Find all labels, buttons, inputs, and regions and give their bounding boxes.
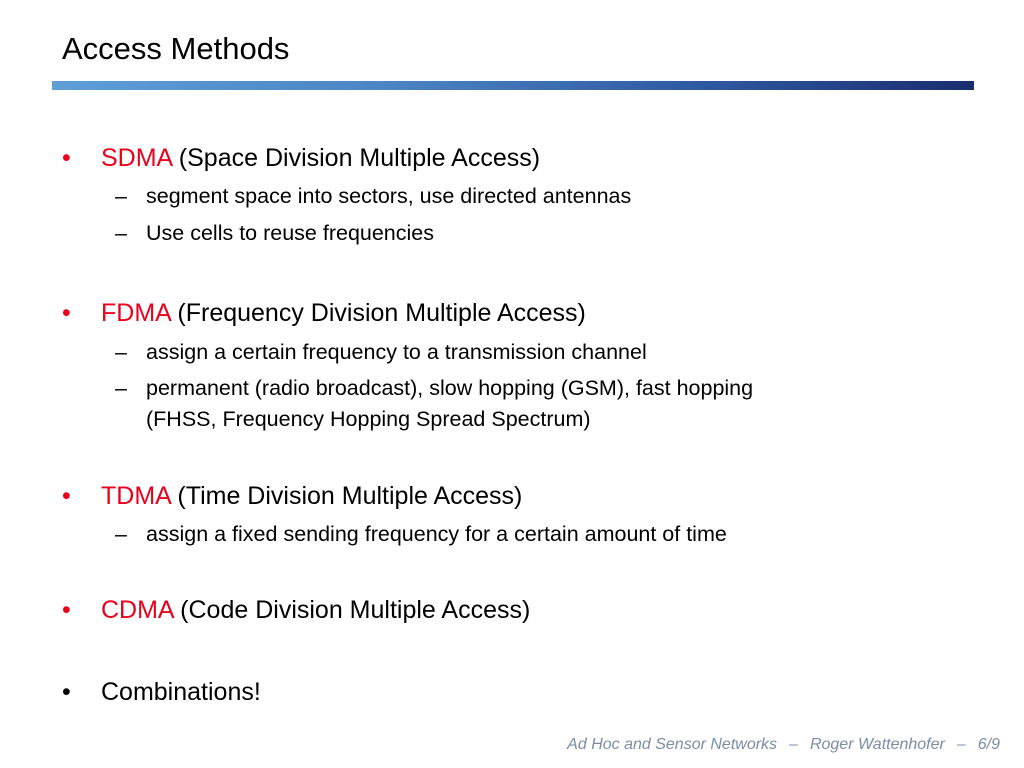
footer-separator: –: [956, 736, 966, 753]
bullet-keyword: FDMA: [101, 299, 171, 327]
page-number: 6/9: [977, 736, 1000, 753]
bullet-symbol: •: [62, 596, 71, 624]
bullet-symbol: •: [62, 299, 71, 327]
bullet-text: [101, 480, 522, 512]
bullet-text: Combinations!: [101, 678, 261, 706]
sub-text: segment space into sectors, use directed antennas: [146, 184, 632, 208]
dash-symbol: –: [115, 340, 127, 364]
sub-text: permanent (radio broadcast), slow hopping (GSM), fast hopping: [146, 376, 754, 400]
slide-footer: [567, 736, 1000, 754]
slide-title: Access Methods: [62, 31, 290, 66]
dash-symbol: –: [115, 522, 127, 546]
sub-text: assign a certain frequency to a transmission channel: [146, 340, 647, 364]
footer-course: Ad Hoc and Sensor Networks: [567, 736, 778, 753]
dash-symbol: –: [115, 221, 127, 245]
bullet-symbol: •: [62, 482, 71, 510]
sub-text: assign a fixed sending frequency for a certain amount of time: [146, 522, 727, 546]
title-divider: [52, 81, 974, 90]
bullet-text: [101, 297, 586, 329]
bullet-keyword: SDMA: [101, 144, 172, 172]
sub-text: Use cells to reuse frequencies: [146, 221, 435, 245]
bullet-description: (Code Division Multiple Access): [173, 596, 531, 624]
bullet-symbol: •: [62, 144, 71, 172]
bullet-description: (Time Division Multiple Access): [170, 482, 523, 510]
footer-author: Roger Wattenhofer: [809, 736, 945, 753]
dash-symbol: –: [115, 376, 127, 400]
bullet-keyword: CDMA: [101, 596, 174, 624]
bullet-description: (Frequency Division Multiple Access): [170, 299, 586, 327]
bullet-keyword: TDMA: [101, 482, 171, 510]
bullet-text: [101, 142, 540, 174]
sub-text: (FHSS, Frequency Hopping Spread Spectrum): [146, 407, 591, 431]
bullet-symbol: •: [62, 678, 71, 706]
bullet-description: (Space Division Multiple Access): [171, 144, 541, 172]
footer-separator: –: [789, 736, 798, 753]
dash-symbol: –: [115, 184, 127, 208]
bullet-text: [101, 594, 530, 626]
